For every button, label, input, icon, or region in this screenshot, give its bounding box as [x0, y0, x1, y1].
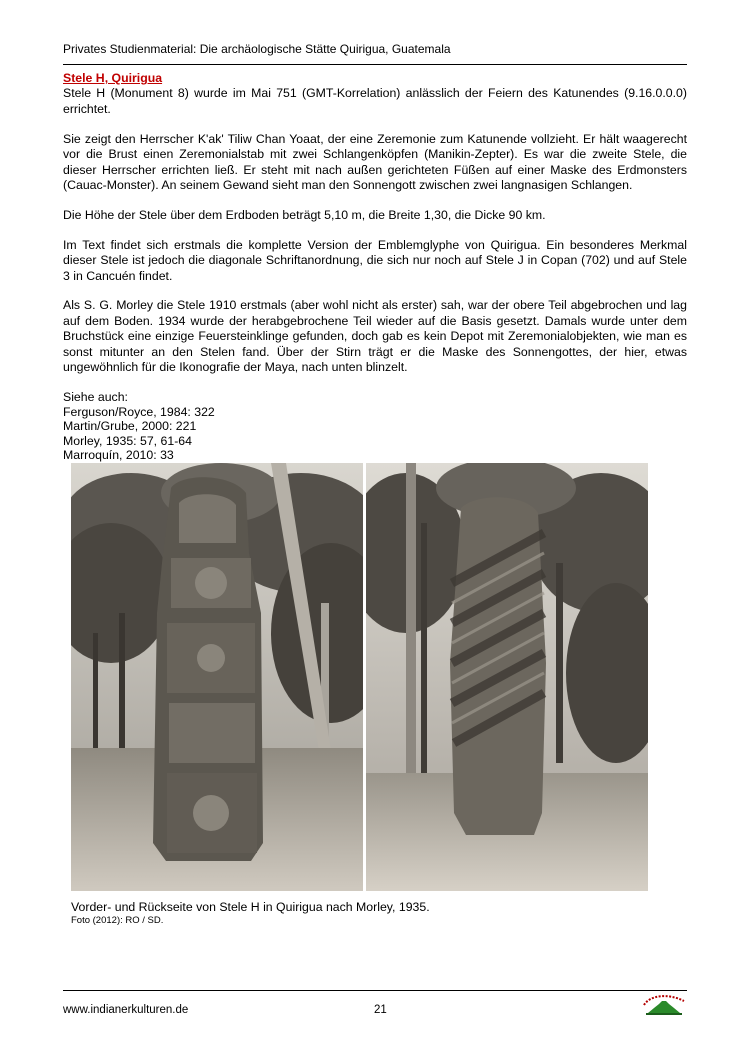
stele-photographs: [71, 463, 648, 891]
paragraph: Sie zeigt den Herrscher K'ak' Tiliw Chan Yoaat, der eine Zeremonie zum Katunende vollzieht. Er hält waagerecht vor die Brust einen Zeremonialstab mit zwei Schlangenköpfen (Manikin-Zepter). Es war die zweite Stele, die dieser Herrscher errichten ließ. Er steht mit nach außen gerichteten Füßen auf einer Maske des Erdmonsters (Cauac-Monster). An seinem Gewand sieht man den Sonnengott zwischen zwei langnasigen Schlangen.: [63, 131, 687, 192]
stele-back-photo: [366, 463, 648, 891]
see-also-list: [63, 390, 687, 463]
reference-item: Marroquín, 2010: 33: [63, 448, 174, 462]
page-number: 21: [374, 1004, 387, 1016]
stele-front-photo: [71, 463, 363, 891]
paragraph: Die Höhe der Stele über dem Erdboden beträgt 5,10 m, die Breite 1,30, die Dicke 90 km.: [63, 207, 546, 222]
reference-item: Morley, 1935: 57, 61-64: [63, 433, 192, 448]
figure-caption: Vorder- und Rückseite von Stele H in Quirigua nach Morley, 1935.: [71, 900, 430, 914]
paragraph: Im Text findet sich erstmals die komplette Version der Emblemglyphe von Quirigua. Ein besonderes Merkmal dieser Stele ist jedoch die diagonale Schriftanordnung, die sich nur noch auf Stele J in Copan (702) und auf Stele 3 in Cancuén findet.: [63, 237, 687, 283]
header-rule: [63, 64, 687, 65]
reference-item: Martin/Grube, 2000: 221: [63, 419, 197, 433]
article-body: [63, 71, 687, 463]
reference-item: Ferguson/Royce, 1984: 322: [63, 404, 215, 419]
footer-website-link[interactable]: www.indianerkulturen.de: [63, 1004, 189, 1016]
pyramid-logo-icon: [640, 993, 688, 1015]
running-header: Privates Studienmaterial: Die archäologische Stätte Quirigua, Guatemala: [63, 42, 451, 56]
paragraph: Als S. G. Morley die Stele 1910 erstmals (aber wohl nicht als erster) sah, war der obere Teil abgebrochen und lag auf dem Boden. 1934 wurde der herabgebrochene Teil wieder auf die Basis gesetzt. Damals wurde unter dem Bruchstück eine einzige Feuersteinklinge gefunden, doch gab es kein Depot mit Zeremonialobjekten, wie man es sonst mitunter an den Stelen fand. Über der Stirn trägt er die Maske des Sonnengottes, der hier, etwas ungewöhnlich für die Ikonografie der Maya, nach unten blinzelt.: [63, 298, 687, 375]
photo-credit: Foto (2012): RO / SD.: [71, 915, 164, 926]
paragraph: Stele H (Monument 8) wurde im Mai 751 (GMT-Korrelation) anlässlich der Feiern des Katunendes (9.16.0.0.0) errichtet.: [63, 86, 687, 116]
article-title: Stele H, Quirigua: [63, 71, 163, 85]
footer-rule: [63, 990, 687, 991]
see-also-label: Siehe auch:: [63, 390, 128, 404]
